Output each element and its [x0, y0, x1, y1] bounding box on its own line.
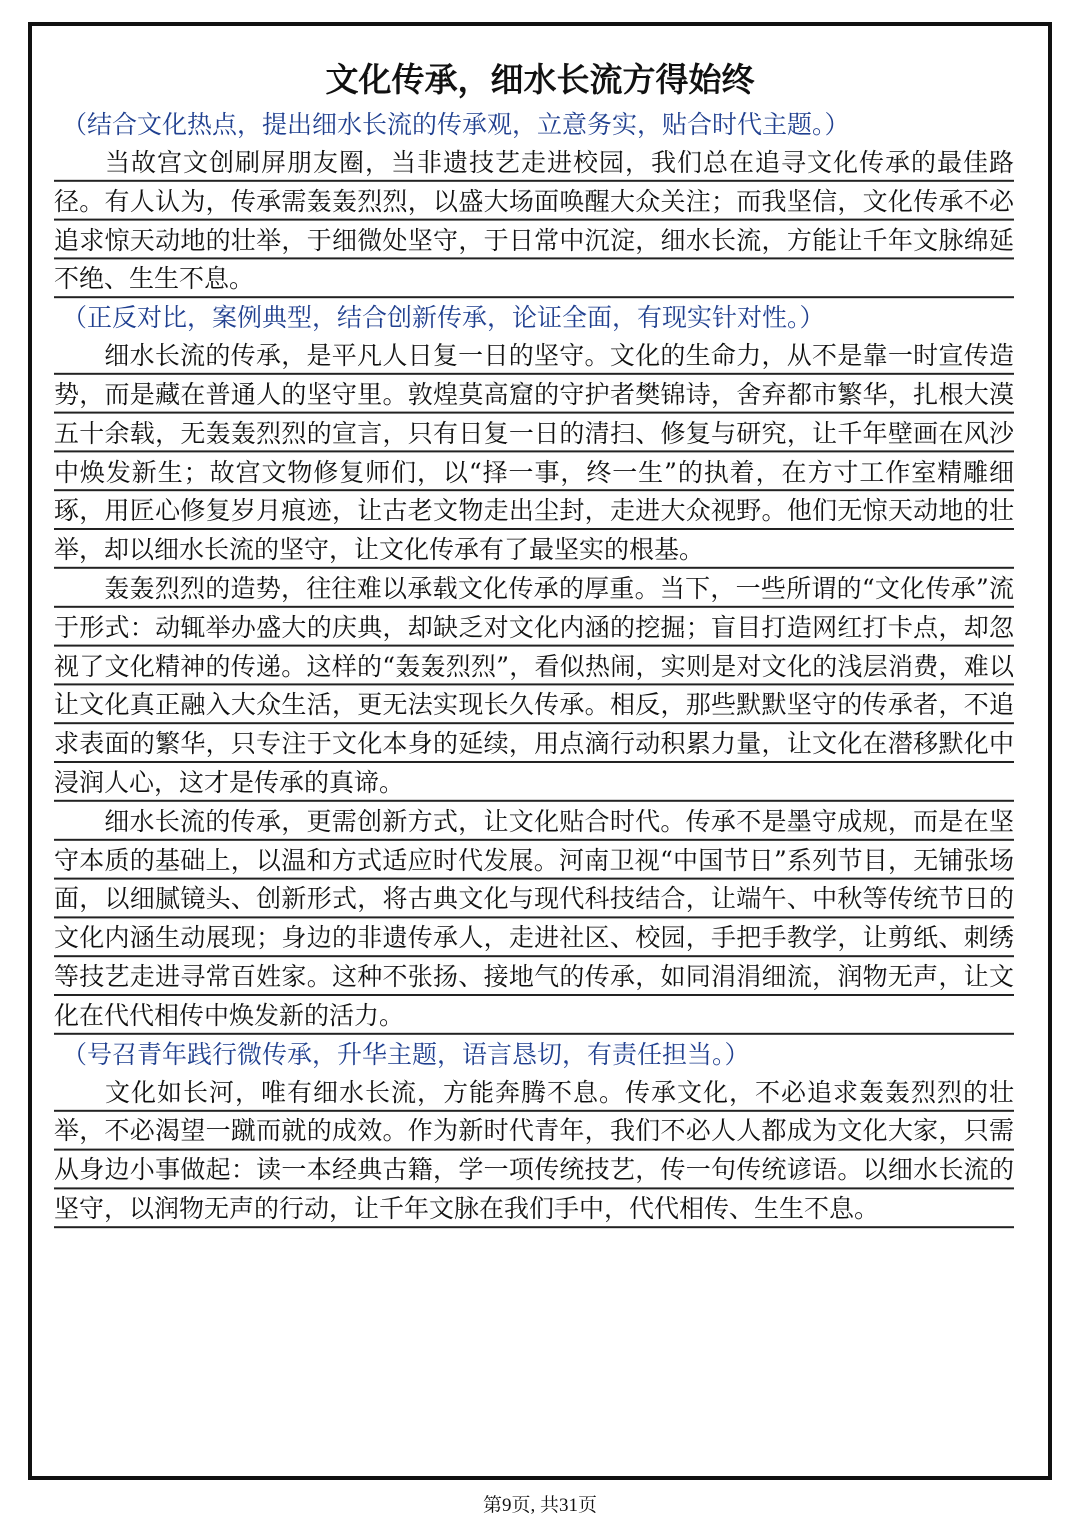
section-annotation: （号召青年践行微传承，升华主题，语言恳切，有责任担当。） [62, 1039, 750, 1069]
paragraph [54, 803, 1014, 1036]
page-frame [28, 22, 1052, 1480]
section-annotation: （结合文化热点，提出细水长流的传承观，立意务实，贴合时代主题。） [62, 110, 850, 139]
paragraph [54, 337, 1014, 570]
paragraph-text: 细水长流的传承，是平凡人日复一日的坚守。文化的生命力，从不是靠一时宣传造势，而是藏在普通人的坚守里。敦煌莫高窟的守护者樊锦诗，舍弃都市繁华，扎根大漠五十余载，无轰轰烈烈的宣言，只有日复一日的清扫、修复与研究，让千年壁画在风沙中焕发新生；故宫文物修复师们，以“择一事，终一生”的执着，在方寸工作室精雕细琢，用匠心修复岁月痕迹，让古老文物走出尘封，走进大众视野。他们无惊天动地的壮举，却以细水长流的坚守，让文化传承有了最坚实的根基。 [54, 341, 1014, 565]
essay-body [54, 106, 1014, 1229]
paragraph-text: 细水长流的传承，更需创新方式，让文化贴合时代。传承不是墨守成规，而是在坚守本质的基础上，以温和方式适应时代发展。河南卫视“中国节日”系列节目，无铺张场面，以细腻镜头、创新形式，将古典文化与现代科技结合，让端午、中秋等传统节日的文化内涵生动展现；身边的非遗传承人，走进社区、校园，手把手教学，让剪纸、刺绣等技艺走进寻常百姓家。这种不张扬、接地气的传承，如同涓涓细流，润物无声，让文化在代代相传中焕发新的活力。 [54, 806, 1014, 1030]
paragraph-text: 轰轰烈烈的造势，往往难以承载文化传承的厚重。当下，一些所谓的“文化传承”流于形式：动辄举办盛大的庆典，却缺乏对文化内涵的挖掘；盲目打造网红打卡点，却忽视了文化精神的传递。这样的“轰轰烈烈”，看似热闹，实则是对文化的浅层消费，难以让文化真正融入大众生活，更无法实现长久传承。相反，那些默默坚守的传承者，不追求表面的繁华，只专注于文化本身的延续，用点滴行动积累力量，让文化在潜移默化中浸润人心，这才是传承的真谛。 [54, 573, 1014, 797]
paragraph [54, 144, 1014, 299]
section-annotation: （正反对比，案例典型，结合创新传承，论证全面，有现实针对性。） [62, 303, 825, 333]
paragraph [54, 1074, 1014, 1229]
page-title: 文化传承，细水长流方得始终 [325, 60, 755, 99]
paragraph-text: 文化如长河，唯有细水长流，方能奔腾不息。传承文化，不必追求轰轰烈烈的壮举，不必渴望一蹴而就的成效。作为新时代青年，我们不必人人都成为文化大家，只需从身边小事做起：读一本经典古籍，学一项传统技艺，传一句传统谚语。以细水长流的坚守，以润物无声的行动，让千年文脉在我们手中，代代相传、生生不息。 [54, 1077, 1014, 1223]
paragraph [54, 570, 1014, 803]
paragraph-text: 当故宫文创刷屏朋友圈，当非遗技艺走进校园，我们总在追寻文化传承的最佳路径。有人认为，传承需轰轰烈烈，以盛大场面唤醒大众关注；而我坚信，文化传承不必追求惊天动地的壮举，于细微处坚守，于日常中沉淀，细水长流，方能让千年文脉绵延不绝、生生不息。 [54, 148, 1014, 294]
page-number-footer: 第9页, 共31页 [482, 1495, 597, 1516]
